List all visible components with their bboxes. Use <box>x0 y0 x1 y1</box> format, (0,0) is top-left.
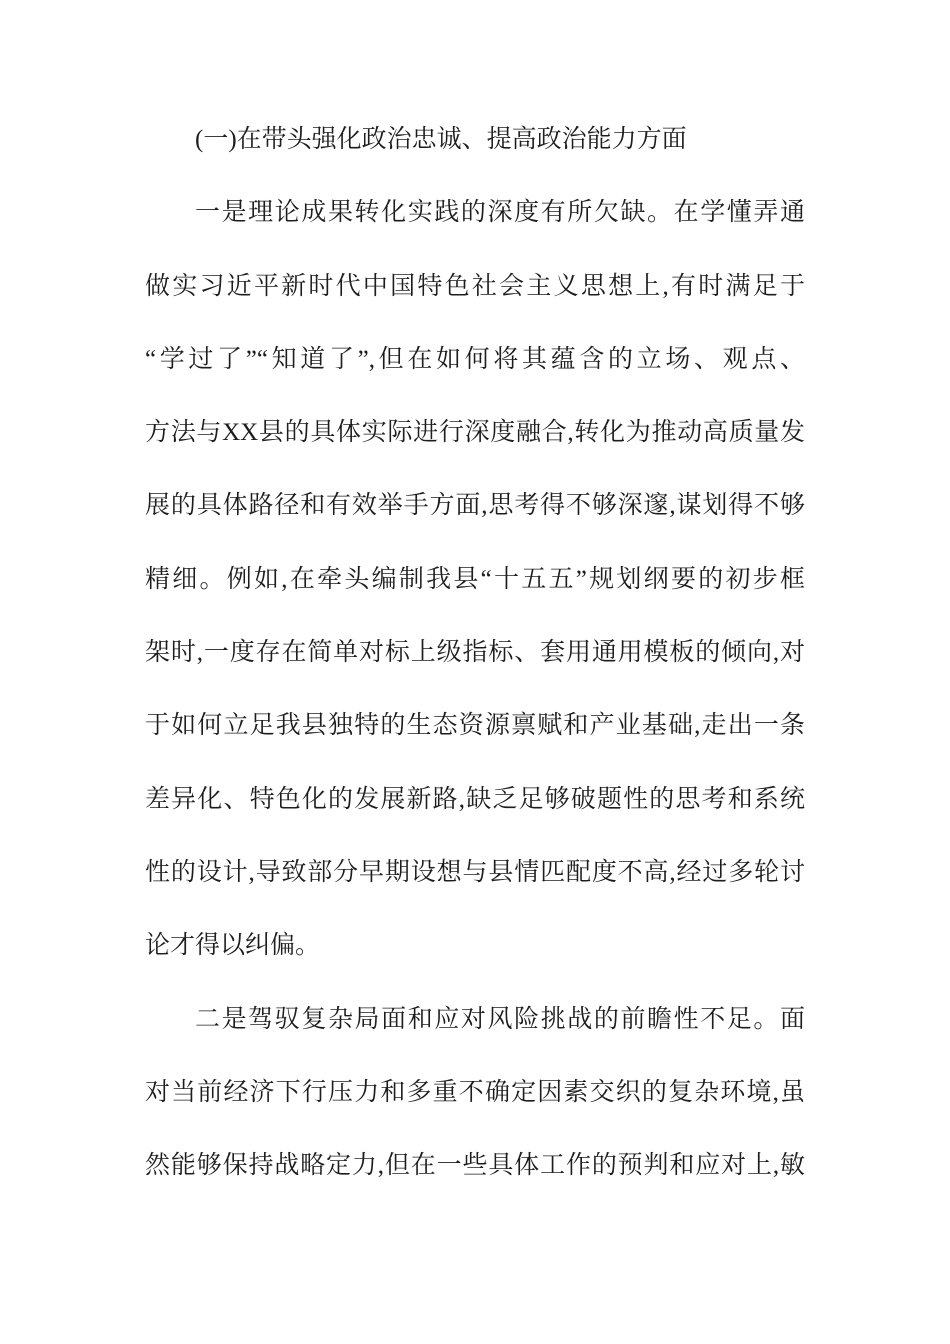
text-line: 然能够保持战略定力,但在一些具体工作的预判和应对上,敏 <box>145 1152 805 1180</box>
section-heading: (一)在带头强化政治忠诚、提高政治能力方面 <box>195 126 687 153</box>
text-line: 差异化、特色化的发展新路,缺乏足够破题性的思考和系统 <box>145 785 805 813</box>
text-line: 方法与XX县的具体实际进行深度融合,转化为推动高质量发 <box>145 419 805 447</box>
text-line: 论才得以纠偏。 <box>145 932 321 960</box>
text-line: 二是驾驭复杂局面和应对风险挑战的前瞻性不足。面 <box>195 1005 805 1033</box>
text-line: 精细。例如,在牵头编制我县“十五五”规划纲要的初步框 <box>145 565 805 593</box>
document-text-block <box>145 103 805 1202</box>
text-line: 做实习近平新时代中国特色社会主义思想上,有时满足于 <box>145 272 805 300</box>
text-line: “学过了”“知道了”,但在如何将其蕴含的立场、观点、 <box>145 345 805 373</box>
text-line: 架时,一度存在简单对标上级指标、套用通用模板的倾向,对 <box>145 639 805 667</box>
text-line: 于如何立足我县独特的生态资源禀赋和产业基础,走出一条 <box>145 712 805 740</box>
text-line: 对当前经济下行压力和多重不确定因素交织的复杂环境,虽 <box>145 1078 805 1106</box>
text-line: 一是理论成果转化实践的深度有所欠缺。在学懂弄通 <box>195 199 805 227</box>
text-line: 性的设计,导致部分早期设想与县情匹配度不高,经过多轮讨 <box>145 858 805 886</box>
text-line: 展的具体路径和有效举手方面,思考得不够深邃,谋划得不够 <box>145 492 805 520</box>
